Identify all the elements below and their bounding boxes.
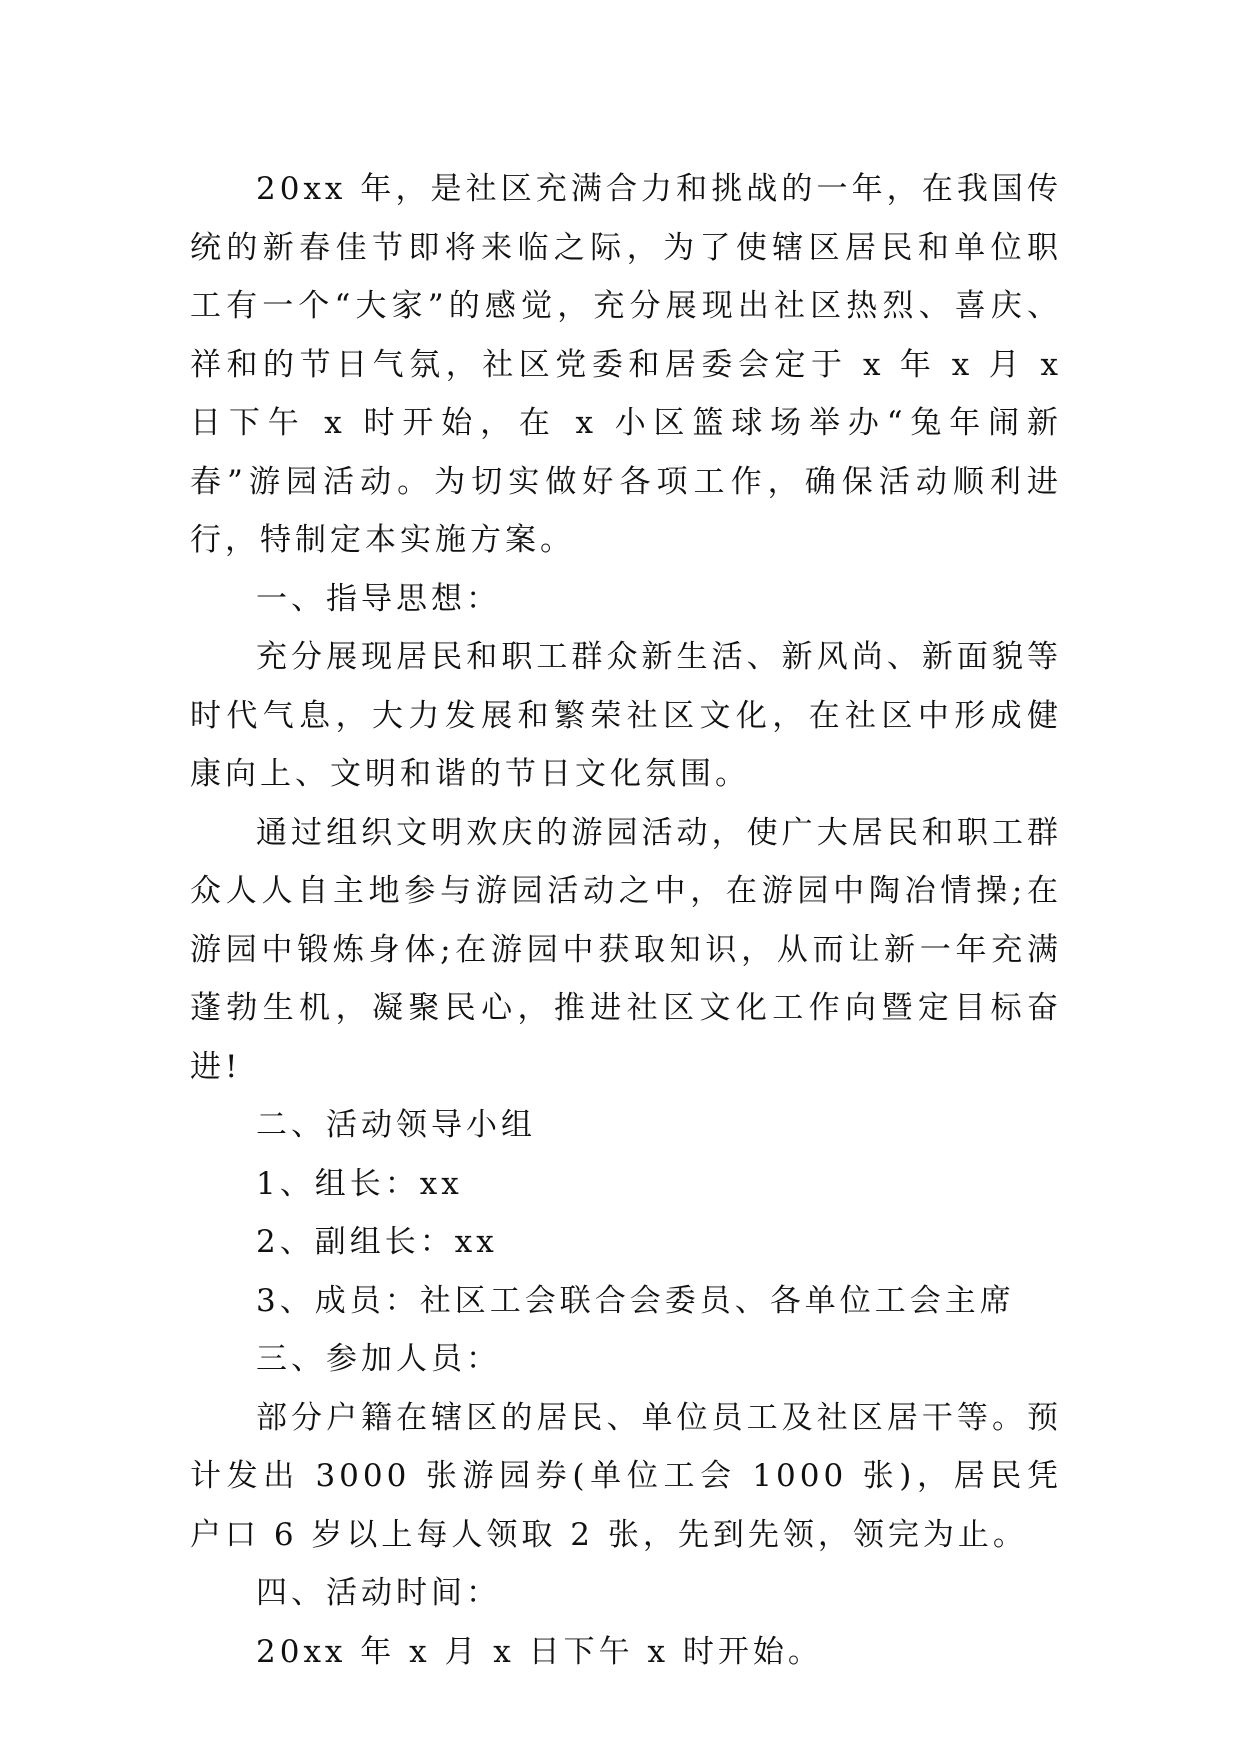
body-paragraph: 部分户籍在辖区的居民、单位员工及社区居干等。预计发出 3000 张游园券(单位工会 1000 张)，居民凭户口 6 岁以上每人领取 2 张，先到先领，领完为止。 [190,1399,1062,1553]
document-body [190,160,1076,1681]
section-heading-activity-time: 四、活动时间： [256,1575,501,1611]
list-item-deputy-leader: 2、副组长：xx [256,1224,498,1260]
section-heading-leadership-group: 二、活动领导小组 [256,1107,536,1143]
body-paragraph: 20xx 年 x 月 x 日下午 x 时开始。 [256,1633,823,1670]
section-heading-participants: 三、参加人员： [256,1341,501,1377]
body-paragraph: 通过组织文明欢庆的游园活动，使广大居民和职工群众人人自主地参与游园活动之中，在游园中陶冶情操;在游园中锻炼身体;在游园中获取知识，从而让新一年充满蓬勃生机，凝聚民心，推进社区文化工作向暨定目标奋进! [190,814,1062,1085]
section-heading-guiding-ideology: 一、指导思想： [256,580,501,617]
list-item-group-leader: 1、组长：xx [256,1165,463,1202]
list-item-members: 3、成员：社区工会联合会委员、各单位工会主席 [256,1282,1015,1319]
intro-paragraph: 20xx 年，是社区充满合力和挑战的一年，在我国传统的新春佳节即将来临之际，为了使辖区居民和单位职工有一个“大家”的感觉，充分展现出社区热烈、喜庆、祥和的节日气氛，社区党委和居委会定于 x 年 x 月 x 日下午 x 时开始，在 x 小区篮球场举办“兔年闹新春”游园活动。为切实做好各项工作，确保活动顺利进行，特制定本实施方案。 [190,171,1076,558]
body-paragraph: 充分展现居民和职工群众新生活、新风尚、新面貌等时代气息，大力发展和繁荣社区文化，在社区中形成健康向上、文明和谐的节日文化氛围。 [190,639,1062,792]
